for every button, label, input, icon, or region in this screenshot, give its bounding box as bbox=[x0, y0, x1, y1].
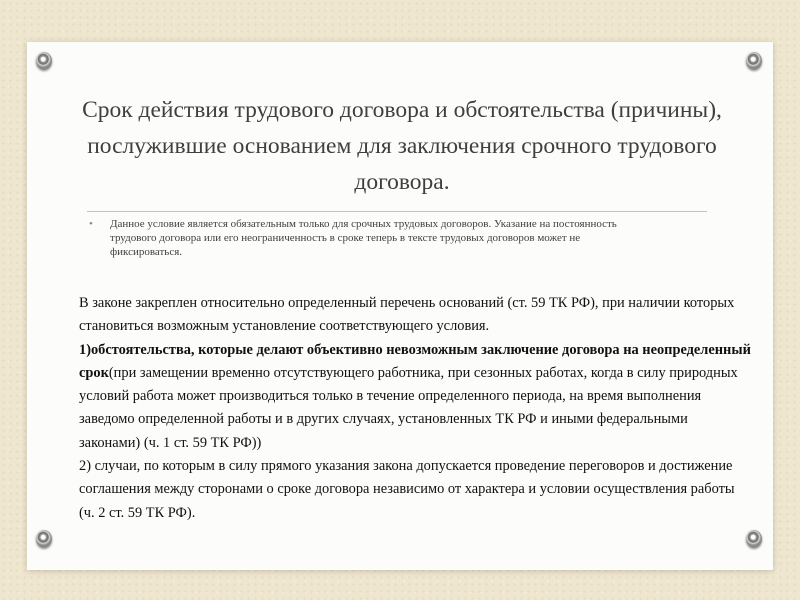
bullet-dot-icon: • bbox=[89, 218, 93, 230]
pushpin-icon bbox=[746, 52, 762, 70]
bullet-list-item bbox=[89, 217, 649, 259]
pushpin-icon bbox=[36, 52, 52, 70]
pushpin-icon bbox=[746, 530, 762, 548]
slide-title: Срок действия трудового договора и обстоятельства (причины), послужившие основанием для заключения срочного трудового договора. bbox=[82, 97, 722, 195]
body-intro: В законе закреплен относительно определенный перечень оснований (ст. 59 ТК РФ), при наличии которых становиться возможным установление соответствующего условия. bbox=[79, 295, 735, 335]
slide-card bbox=[27, 42, 773, 570]
body-item-1-text: (при замещении временно отсутствующего работника, при сезонных работах, когда в силу природных условий работа может производиться только в течение определенного периода, на время выполнения заведомо определенной работы и в других случаях, установленных ТК РФ и иными федеральными законами) (ч. 1 ст. 59 ТК РФ)) bbox=[79, 364, 738, 451]
body-item-1 bbox=[79, 339, 751, 455]
body-item-1-bold: 1)обстоятельства, которые делают объективно невозможным заключение договора на неопределенный срок bbox=[79, 341, 751, 381]
bullet-text: Данное условие является обязательным только для срочных трудовых договоров. Указание на постоянность трудового договора или его неограниченность в сроке теперь в тексте трудовых договоров может не фиксироваться. bbox=[110, 218, 617, 258]
body-item-2: 2) случаи, по которым в силу прямого указания закона допускается проведение переговоров и достижение соглашения между сторонами о сроке договора независимо от характера и условии осуществления работы (ч. 2 ст. 59 ТК РФ). bbox=[79, 458, 735, 521]
pushpin-icon bbox=[36, 530, 52, 548]
title-divider bbox=[87, 211, 707, 212]
body-text bbox=[79, 292, 751, 525]
